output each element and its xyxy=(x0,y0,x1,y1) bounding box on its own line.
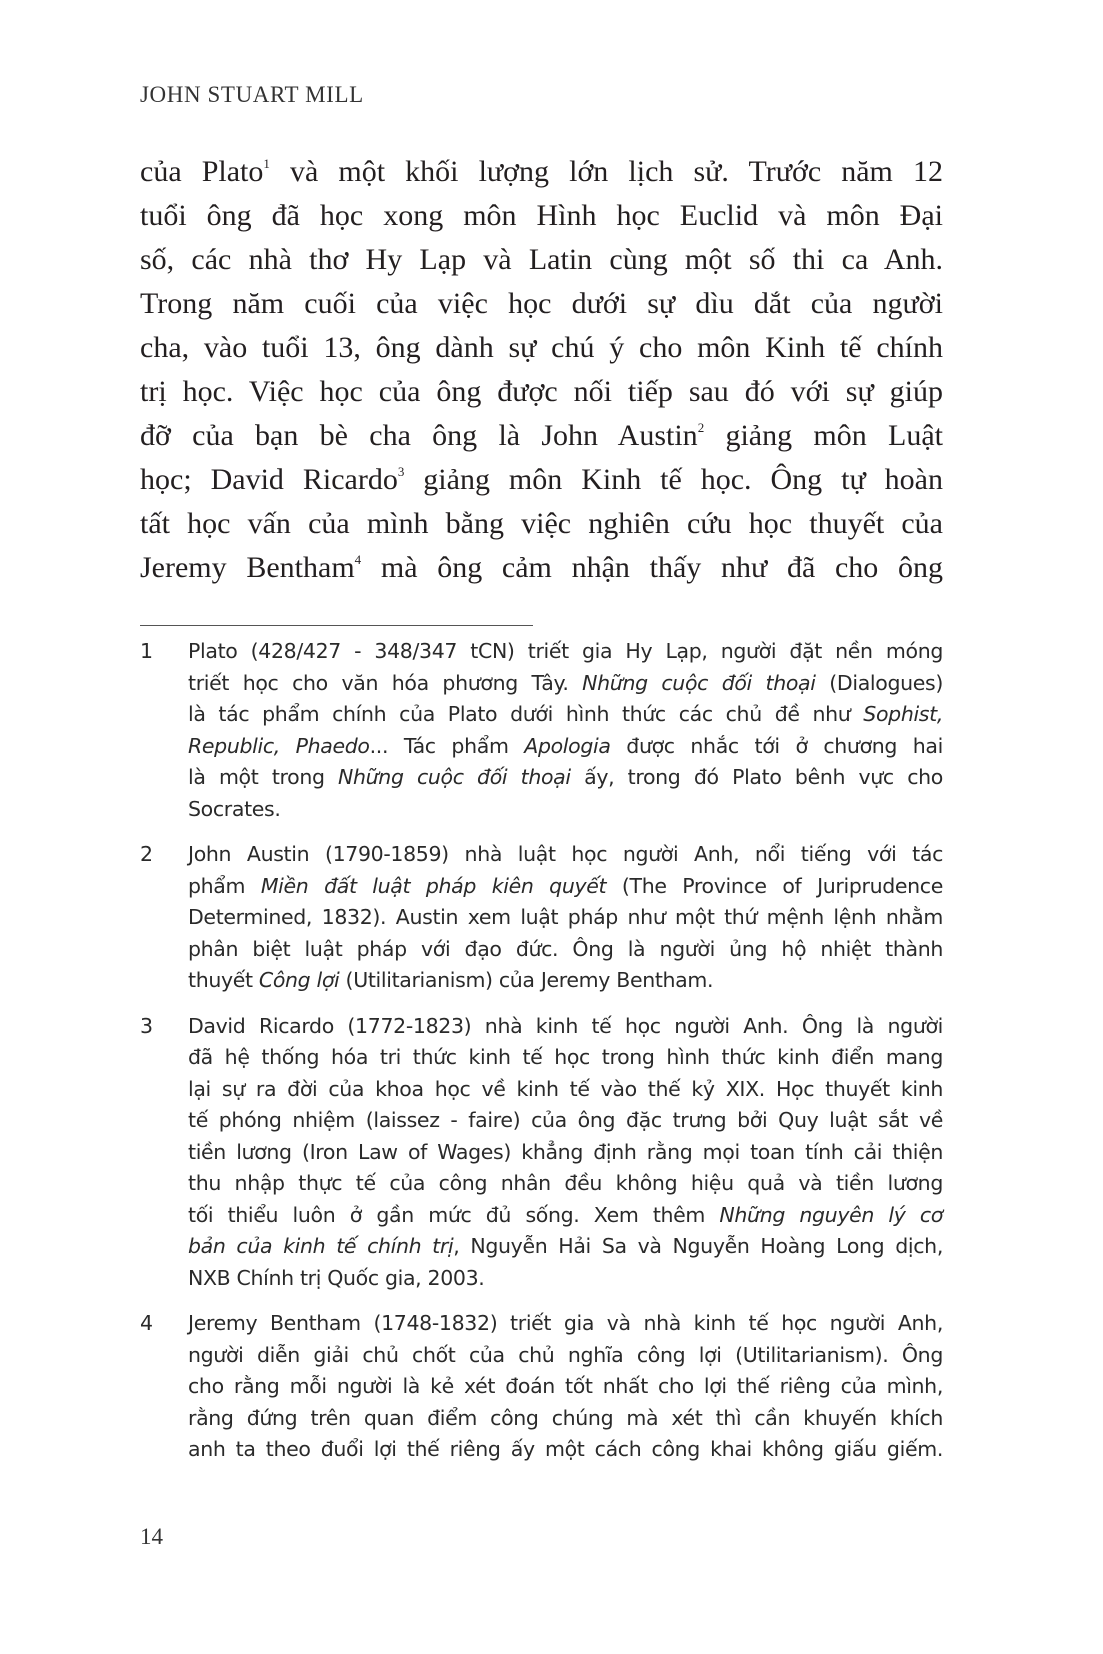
body-line: Trong năm cuối của việc học dưới sự dìu dắt của người xyxy=(140,287,943,320)
footnote-reference: 3 xyxy=(397,464,405,479)
body-line: học; David Ricardo$^3$ giảng môn Kinh tế học. Ông tự hoàn xyxy=(140,463,943,496)
footnote-number: 4 xyxy=(140,1311,154,1335)
footnote-3: 3 David Ricardo (1772-1823) nhà kinh tế học người Anh. Ông là người đã hệ thống hóa tri thức kinh tế học trong hình thức kinh điển mang lại sự ra đời của khoa học về kinh tế vào thế kỷ XIX. Học thuyết kinh tế phóng nhiệm (laissez - faire) của ông đặc trưng bởi Quy luật sắt về tiền lương (Iron Law of Wages) khẳng định rằng mọi toan tính cải thiện thu nhập thực tế của công nhân đều không hiệu quả và tiền lương tối thiểu luôn ở gần mức đủ sống. Xem thêm Những nguyên lý cơ bản của kinh tế chính trị, Nguyễn Hải Sa và Nguyễn Hoàng Long dịch, NXB Chính trị Quốc gia, 2003. xyxy=(140,1011,943,1295)
body-line: của Plato$^1$ và một khối lượng lớn lịch sử. Trước năm 12 xyxy=(140,155,943,188)
footnote-2: 2 John Austin (1790-1859) nhà luật học người Anh, nổi tiếng với tác phẩm Miền đất luật pháp kiên quyết (The Province of Juriprudence Determined, 1832). Austin xem luật pháp như một thứ mệnh lệnh nhằm phân biệt luật pháp với đạo đức. Ông là người ủng hộ nhiệt thành thuyết Công lợi (Utilitarianism) của Jeremy Bentham. xyxy=(140,839,943,997)
running-header: JOHN STUART MILL xyxy=(140,82,364,107)
body-line: trị học. Việc học của ông được nối tiếp sau đó với sự giúp xyxy=(140,375,943,408)
footnote-separator xyxy=(140,625,533,626)
body-line: tất học vấn của mình bằng việc nghiên cứu học thuyết của xyxy=(140,507,943,540)
footnote-number: 1 xyxy=(140,639,154,663)
footnote-number: 2 xyxy=(140,842,154,866)
body-line: đỡ của bạn bè cha ông là John Austin$^2$ giảng môn Luật xyxy=(140,419,943,452)
body-line: tuổi ông đã học xong môn Hình học Euclid và môn Đại xyxy=(140,199,943,232)
footnote-reference: 4 xyxy=(354,552,362,567)
footnote-number: 3 xyxy=(140,1013,154,1038)
footnote-1: 1 Plato (428/427 - 348/347 tCN) triết gia Hy Lạp, người đặt nền móng triết học cho văn hóa phương Tây. Những cuộc đối thoại (Dialogues) là tác phẩm chính của Plato dưới hình thức các chủ đề như Sophist, Republic, Phaedo... Tác phẩm Apologia được nhắc tới ở chương hai là một trong Những cuộc đối thoại ấy, trong đó Plato bênh vực cho Socrates. xyxy=(140,636,943,825)
footnote-4: 4 Jeremy Bentham (1748-1832) triết gia và nhà kinh tế học người Anh, người diễn giải chủ chốt của chủ nghĩa công lợi (Utilitarianism). Ông cho rằng mỗi người là kẻ xét đoán tốt nhất cho lợi thế riêng của mình, rằng đứng trên quan điểm công chúng mà xét thì cần khuyến khích anh ta theo đuổi lợi thế riêng ấy một cách công khai không giấu giếm. xyxy=(140,1308,943,1466)
main-paragraph xyxy=(140,150,943,590)
footnote-reference: 1 xyxy=(263,156,270,171)
footnotes xyxy=(140,636,943,1480)
body-line: số, các nhà thơ Hy Lạp và Latin cùng một số thi ca Anh. xyxy=(140,243,943,276)
body-line: Jeremy Bentham$^4$ mà ông cảm nhận thấy như đã cho ông xyxy=(140,551,943,584)
body-line: cha, vào tuổi 13, ông dành sự chú ý cho môn Kinh tế chính xyxy=(140,331,943,364)
footnote-reference: 2 xyxy=(697,420,705,435)
page-number: 14 xyxy=(140,1524,163,1549)
